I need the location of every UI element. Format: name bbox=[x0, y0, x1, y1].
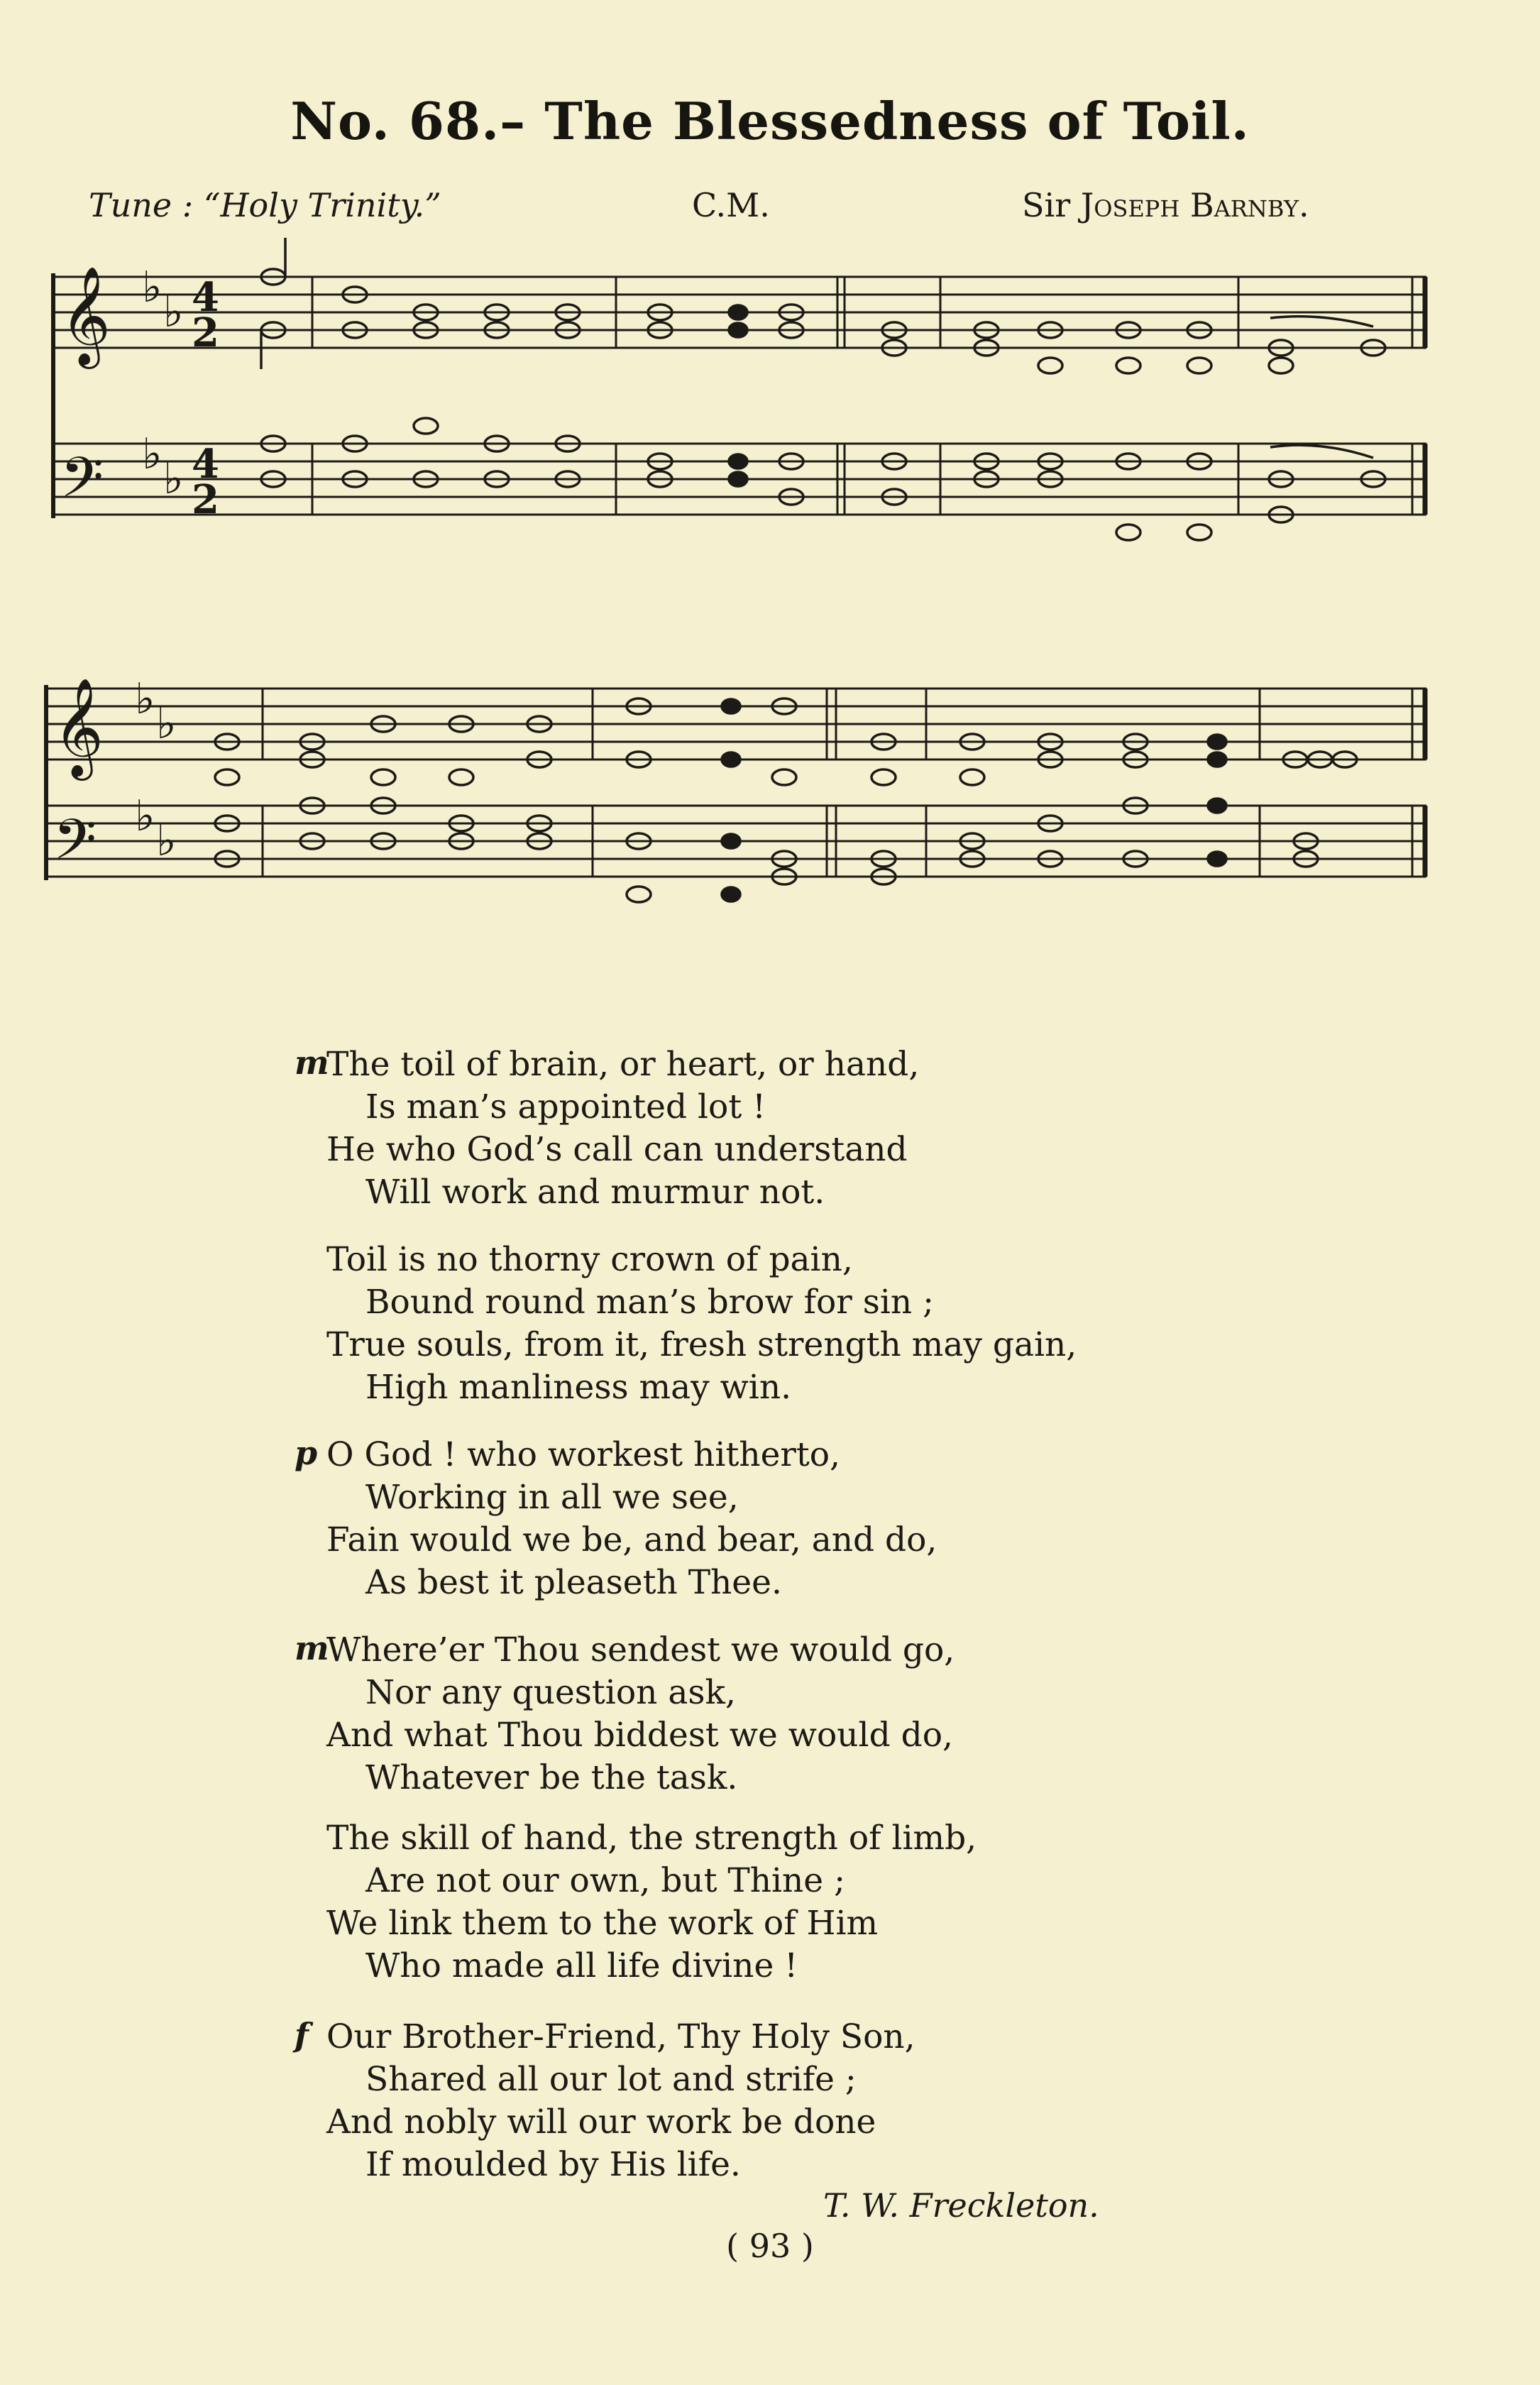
verse-line: Is man’s appointed lot ! bbox=[365, 1087, 766, 1126]
tune-name bbox=[89, 186, 441, 224]
svg-text:♭: ♭ bbox=[135, 674, 155, 724]
dynamic-marking: p bbox=[295, 1434, 318, 1472]
verse-line: O God ! who workest hitherto, bbox=[326, 1435, 841, 1474]
dynamic-marking: m bbox=[295, 1043, 329, 1082]
verse-line: The skill of hand, the strength of limb, bbox=[326, 1819, 977, 1858]
verse-line: The toil of brain, or heart, or hand, bbox=[326, 1045, 920, 1084]
verse-line: Will work and murmur not. bbox=[365, 1173, 825, 1212]
dynamic-marking: m bbox=[295, 1629, 329, 1667]
composer-prefix: Sir bbox=[1022, 186, 1081, 224]
verse-line: Nor any question ask, bbox=[365, 1673, 736, 1712]
verse-line: Whatever be the task. bbox=[365, 1758, 738, 1797]
music-system-1 bbox=[0, 234, 1540, 589]
verse-line: If moulded by His life. bbox=[365, 2145, 741, 2184]
svg-text:♭: ♭ bbox=[135, 791, 155, 841]
author: T. W. Freckleton. bbox=[823, 2186, 1099, 2225]
verse-line: As best it pleaseth Thee. bbox=[365, 1563, 782, 1602]
verse-line: Are not our own, but Thine ; bbox=[365, 1861, 845, 1900]
dynamic-marking: f bbox=[295, 2016, 309, 2054]
verse-line: Our Brother-Friend, Thy Holy Son, bbox=[326, 2017, 915, 2056]
tune-title: Holy Trinity. bbox=[220, 186, 425, 224]
meter: C.M. bbox=[692, 186, 770, 224]
svg-text:♭: ♭ bbox=[163, 287, 184, 337]
hymn-title: No. 68.– The Blessedness of Toil. bbox=[290, 91, 1250, 151]
svg-text:♭: ♭ bbox=[156, 816, 177, 866]
verse-line: Shared all our lot and strife ; bbox=[365, 2060, 857, 2099]
notes-system-2 bbox=[215, 698, 1357, 902]
time-signature-bottom-bass: 2 bbox=[192, 476, 219, 523]
composer bbox=[1022, 186, 1309, 224]
svg-text:𝄢: 𝄢 bbox=[60, 446, 104, 524]
verse-line: High manliness may win. bbox=[365, 1368, 792, 1407]
verse-line: Who made all life divine ! bbox=[365, 1946, 798, 1985]
time-signature-bottom: 2 bbox=[192, 309, 219, 356]
verse-line: Bound round man’s brow for sin ; bbox=[365, 1283, 934, 1322]
tune-prefix: Tune : “ bbox=[89, 186, 221, 224]
verse-line: Fain would we be, and bear, and do, bbox=[326, 1520, 937, 1559]
verse-line: Where’er Thou sendest we would go, bbox=[326, 1630, 955, 1670]
verse-line: And nobly will our work be done bbox=[326, 2102, 876, 2142]
verse-line: Toil is no thorny crown of pain, bbox=[326, 1240, 853, 1279]
svg-text:♭: ♭ bbox=[142, 263, 163, 312]
verse-line: He who God’s call can understand bbox=[326, 1130, 908, 1169]
verse-line: And what Thou biddest we would do, bbox=[326, 1716, 953, 1755]
svg-text:𝄞: 𝄞 bbox=[60, 266, 111, 365]
time-signature-top-bass: 4 bbox=[192, 441, 219, 488]
verse-line: We link them to the work of Him bbox=[326, 1904, 879, 1943]
composer-name: Joseph Barnby. bbox=[1080, 186, 1309, 224]
svg-text:𝄢: 𝄢 bbox=[53, 808, 97, 886]
music-system-2 bbox=[0, 632, 1540, 987]
svg-text:♭: ♭ bbox=[163, 454, 184, 504]
verse-line: Working in all we see, bbox=[365, 1478, 739, 1517]
verse-line: True souls, from it, fresh strength may gain, bbox=[326, 1325, 1077, 1364]
svg-text:𝄞: 𝄞 bbox=[53, 678, 104, 777]
svg-text:♭: ♭ bbox=[142, 429, 163, 479]
page-number: ( 93 ) bbox=[726, 2227, 814, 2265]
notes-system-1 bbox=[261, 238, 1385, 540]
svg-text:♭: ♭ bbox=[156, 699, 177, 749]
time-signature-top: 4 bbox=[192, 274, 219, 321]
tune-suffix: ” bbox=[424, 186, 441, 224]
